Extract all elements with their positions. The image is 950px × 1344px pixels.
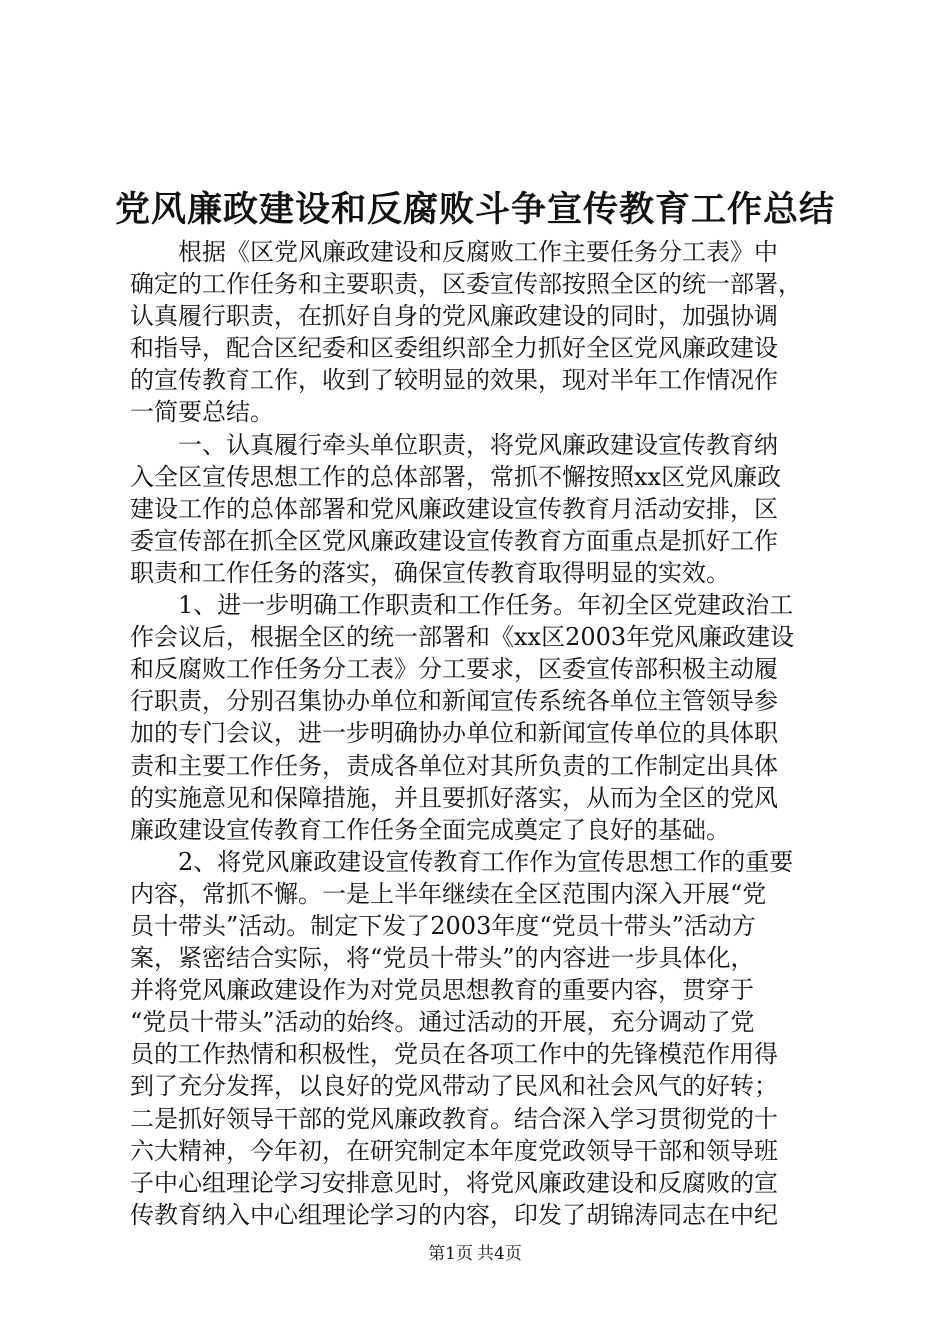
paragraph-line: 确定的工作任务和主要职责，区委宣传部按照全区的统一部署， bbox=[130, 270, 802, 299]
paragraph-line: 的宣传教育工作，收到了较明显的效果，现对半年工作情况作 bbox=[130, 366, 778, 395]
paragraph-line: 认真履行职责，在抓好自身的党风廉政建设的同时，加强协调 bbox=[130, 302, 778, 331]
paragraph-line: 职责和工作任务的落实，确保宣传教育取得明显的实效。 bbox=[130, 558, 730, 587]
paragraph-line: 六大精神，今年初，在研究制定本年度党政领导干部和领导班 bbox=[130, 1136, 778, 1165]
page-footer bbox=[0, 1242, 950, 1266]
page-total: 共4页 bbox=[477, 1244, 522, 1264]
paragraph-line: 的实施意见和保障措施，并且要抓好落实，从而为全区的党风 bbox=[130, 783, 778, 812]
paragraph-line: 委宣传部在抓全区党风廉政建设宣传教育方面重点是抓好工作 bbox=[130, 526, 778, 555]
paragraph-line: 作会议后，根据全区的统一部署和《xx区2003年党风廉政建设 bbox=[130, 623, 795, 652]
paragraph-line: 一、认真履行牵头单位职责，将党风廉政建设宣传教育纳 bbox=[178, 430, 778, 459]
paragraph-line: 员的工作热情和积极性，党员在各项工作中的先锋模范作用得 bbox=[130, 1040, 778, 1069]
paragraph-line: 一简要总结。 bbox=[130, 398, 274, 427]
paragraph-line: 并将党风廉政建设作为对党员思想教育的重要内容，贯穿于 bbox=[130, 976, 754, 1005]
document-body bbox=[130, 236, 830, 1231]
paragraph-line: 员十带头”活动。制定下发了2003年度“党员十带头”活动方 bbox=[130, 911, 756, 940]
paragraph-line: 到了充分发挥，以良好的党风带动了民风和社会风气的好转； bbox=[130, 1072, 778, 1101]
paragraph-line: 加的专门会议，进一步明确协办单位和新闻宣传单位的具体职 bbox=[130, 719, 778, 748]
document-title: 党风廉政建设和反腐败斗争宣传教育工作总结 bbox=[114, 189, 835, 230]
paragraph-line: 二是抓好领导干部的党风廉政教育。结合深入学习贯彻党的十 bbox=[130, 1104, 778, 1133]
paragraph-line: 建设工作的总体部署和党风廉政建设宣传教育月活动安排，区 bbox=[130, 494, 778, 523]
paragraph-line: 责和主要工作任务，责成各单位对其所负责的工作制定出具体 bbox=[130, 751, 778, 780]
paragraph-line: 和指导，配合区纪委和区委组织部全力抓好全区党风廉政建设 bbox=[130, 334, 778, 363]
page-number: 第1页 bbox=[428, 1244, 473, 1264]
paragraph-line: 传教育纳入中心组理论学习的内容，印发了胡锦涛同志在中纪 bbox=[130, 1200, 778, 1229]
paragraph-line: 廉政建设宣传教育工作任务全面完成奠定了良好的基础。 bbox=[130, 815, 730, 844]
paragraph-line: 入全区宣传思想工作的总体部署，常抓不懈按照xx区党风廉政 bbox=[130, 462, 782, 491]
paragraph-line: 和反腐败工作任务分工表》分工要求，区委宣传部积极主动履 bbox=[130, 655, 778, 684]
paragraph-line: 根据《区党风廉政建设和反腐败工作主要任务分工表》中 bbox=[178, 238, 778, 266]
paragraph-line: 1、进一步明确工作职责和工作任务。年初全区党建政治工 bbox=[178, 591, 794, 620]
paragraph-line: 2、将党风廉政建设宣传教育工作作为宣传思想工作的重要 bbox=[178, 847, 794, 876]
paragraph-line: 案，紧密结合实际，将“党员十带头”的内容进一步具体化， bbox=[130, 944, 755, 973]
paragraph-line: 行职责，分别召集协办单位和新闻宣传系统各单位主管领导参 bbox=[130, 687, 778, 716]
paragraph-line: “党员十带头”活动的始终。通过活动的开展，充分调动了党 bbox=[130, 1008, 755, 1037]
paragraph-line: 子中心组理论学习安排意见时，将党风廉政建设和反腐败的宣 bbox=[130, 1168, 778, 1197]
paragraph-line: 内容，常抓不懈。一是上半年继续在全区范围内深入开展“党 bbox=[130, 879, 767, 908]
